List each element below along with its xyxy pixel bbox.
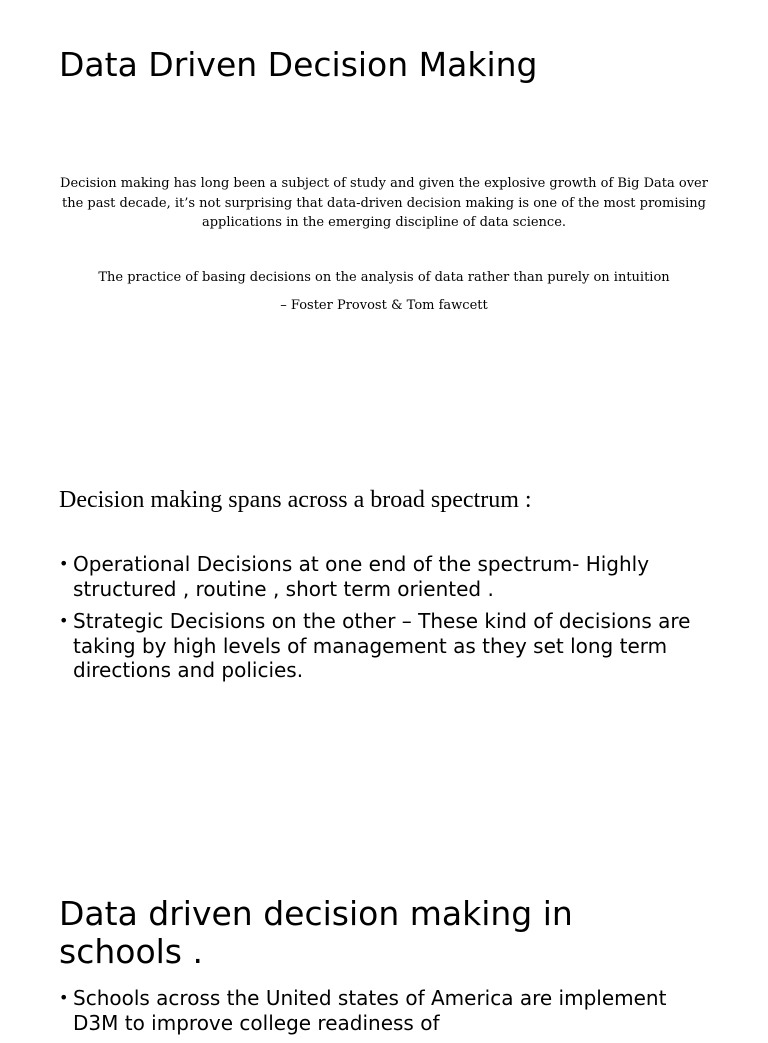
- slide-2: [0, 440, 768, 840]
- bullet-icon: •: [59, 554, 69, 573]
- bullet-icon: •: [59, 611, 69, 630]
- slide-1: [0, 0, 768, 420]
- bullet-item: [59, 986, 699, 1035]
- spectrum-bullet-list: [59, 552, 699, 691]
- quote-text: The practice of basing decisions on the analysis of data rather than purely on intuition: [98, 270, 670, 285]
- slide-3: [0, 880, 768, 1035]
- bullet-icon: •: [59, 988, 69, 1007]
- intro-paragraph: Decision making has long been a subject of study and given the explosive growth of Big Data over the past decade, it’s not surprising that data-driven decision making is one of the most promising applications in the emerging discipline of data science.: [60, 176, 708, 230]
- bullet-text: Operational Decisions at one end of the spectrum- Highly structured , routine , short term oriented .: [73, 552, 650, 601]
- quote-author: – Foster Provost & Tom fawcett: [280, 298, 488, 313]
- bullet-text: Schools across the United states of America are implement D3M to improve college readiness of: [73, 986, 667, 1035]
- schools-bullet-list: [59, 986, 699, 1043]
- slide-title: Data driven decision making in schools .: [59, 894, 573, 971]
- bullet-item: [59, 552, 699, 601]
- bullet-text: Strategic Decisions on the other – These kind of decisions are taking by high levels of management as they set long term directions and policies.: [73, 609, 691, 682]
- slide-title: Data Driven Decision Making: [59, 45, 538, 84]
- bullet-item: [59, 609, 699, 683]
- spectrum-heading: Decision making spans across a broad spectrum :: [59, 487, 532, 513]
